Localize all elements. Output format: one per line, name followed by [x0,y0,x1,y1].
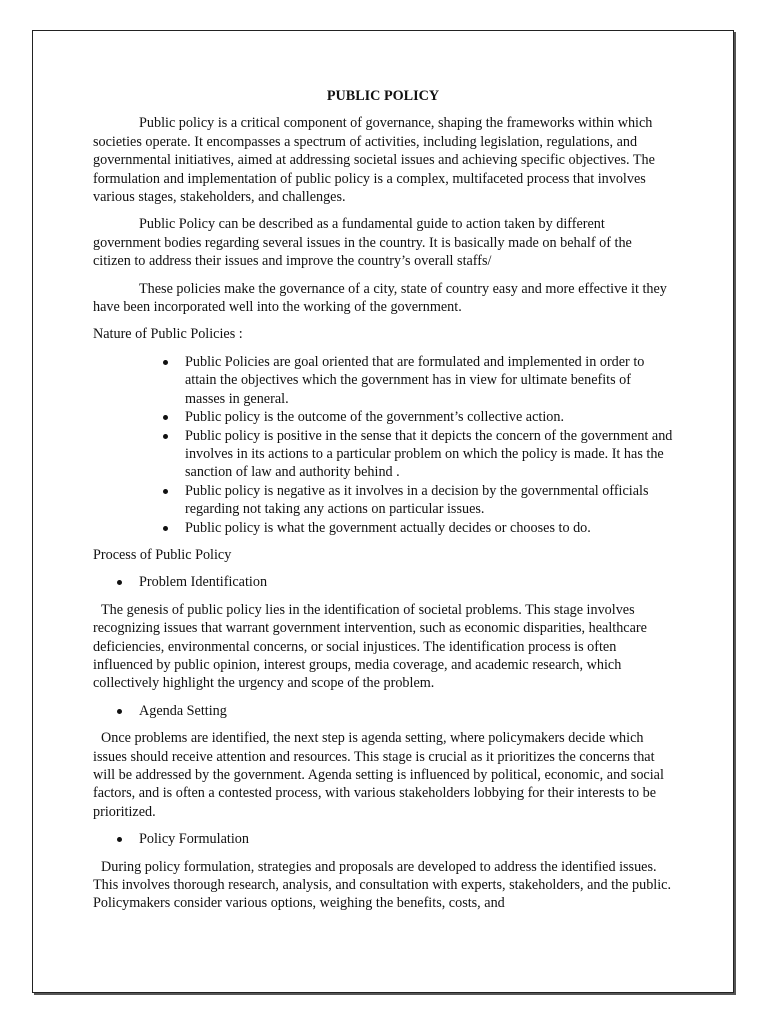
stage-paragraph: The genesis of public policy lies in the identification of societal problems. This stage involves recognizing issues that warrant government intervention, such as economic disparities, healthcare deficiencies, environmental concerns, or social injustices. The identification process is often influenced by public opinion, interest groups, media coverage, and academic research, which collectively highlight the urgency and scope of the problem. [93,601,647,692]
bullet-icon [163,415,168,420]
stage-name: Policy Formulation [139,831,249,848]
stage-heading [139,830,673,848]
list-item-text: Public policy is positive in the sense that it depicts the concern of the government and involves in its actions to a particular problem on which the policy is made. It has the sanction of law and authority behind . [185,427,673,481]
process-heading: Process of Public Policy [93,546,232,563]
stage-paragraph: During policy formulation, strategies and proposals are developed to address the identified issues. This involves thorough research, analysis, and consultation with experts, stakeholders, and the public. Policymakers consider various options, weighing the benefits, costs, and [93,858,672,912]
list-item-text: Public policy is what the government actually decides or chooses to do. [185,519,591,536]
nature-list [93,353,673,537]
list-item-text: Public Policies are goal oriented that are formulated and implemented in order to attain the objectives which the government has in view for ultimate benefits of masses in general. [185,353,645,407]
list-item [185,353,673,408]
stage-heading-list [93,702,673,720]
list-item [185,408,673,426]
stage-heading-list [93,573,673,591]
bullet-icon [117,709,122,714]
intro-paragraph-2: Public Policy can be described as a fundamental guide to action taken by different government bodies regarding several issues in the country. It is basically made on behalf of the citizen to address their issues and improve the country’s overall staffs/ [93,216,632,270]
document-title: PUBLIC POLICY [326,88,440,104]
nature-heading: Nature of Public Policies : [93,326,243,343]
intro-paragraph-3: These policies make the governance of a city, state of country easy and more effective it they have been incorporated well into the working of the government. [93,280,667,316]
stage-heading [139,702,673,720]
list-item-text: Public policy is negative as it involves in a decision by the governmental officials regarding not taking any actions on particular issues. [185,482,649,518]
stage-heading [139,573,673,591]
bullet-icon [117,580,122,585]
document-body [93,87,673,922]
list-item [185,519,673,537]
stage-heading-list [93,830,673,848]
stage-name: Problem Identification [139,574,268,591]
list-item-text: Public policy is the outcome of the government’s collective action. [185,409,565,426]
bullet-icon [163,526,168,531]
bullet-icon [163,489,168,494]
bullet-icon [163,360,168,365]
stage-name: Agenda Setting [139,702,227,719]
stage-paragraph: Once problems are identified, the next step is agenda setting, where policymakers decide which issues should receive attention and resources. This stage is crucial as it prioritizes the concerns that will be addressed by the government. Agenda setting is influenced by political, economic, and social factors, and is often a contested process, with various stakeholders lobbying for their interests to be prioritized. [93,730,664,820]
list-item [185,482,673,519]
intro-paragraph-1: Public policy is a critical component of governance, shaping the frameworks within which societies operate. It encompasses a spectrum of activities, including legislation, regulations, and governmental initiatives, aimed at addressing societal issues and achieving specific objectives. The formulation and implementation of public policy is a complex, multifaceted process that involves various stages, stakeholders, and challenges. [93,115,655,206]
bullet-icon [163,434,168,439]
bullet-icon [117,837,122,842]
list-item [185,427,673,482]
